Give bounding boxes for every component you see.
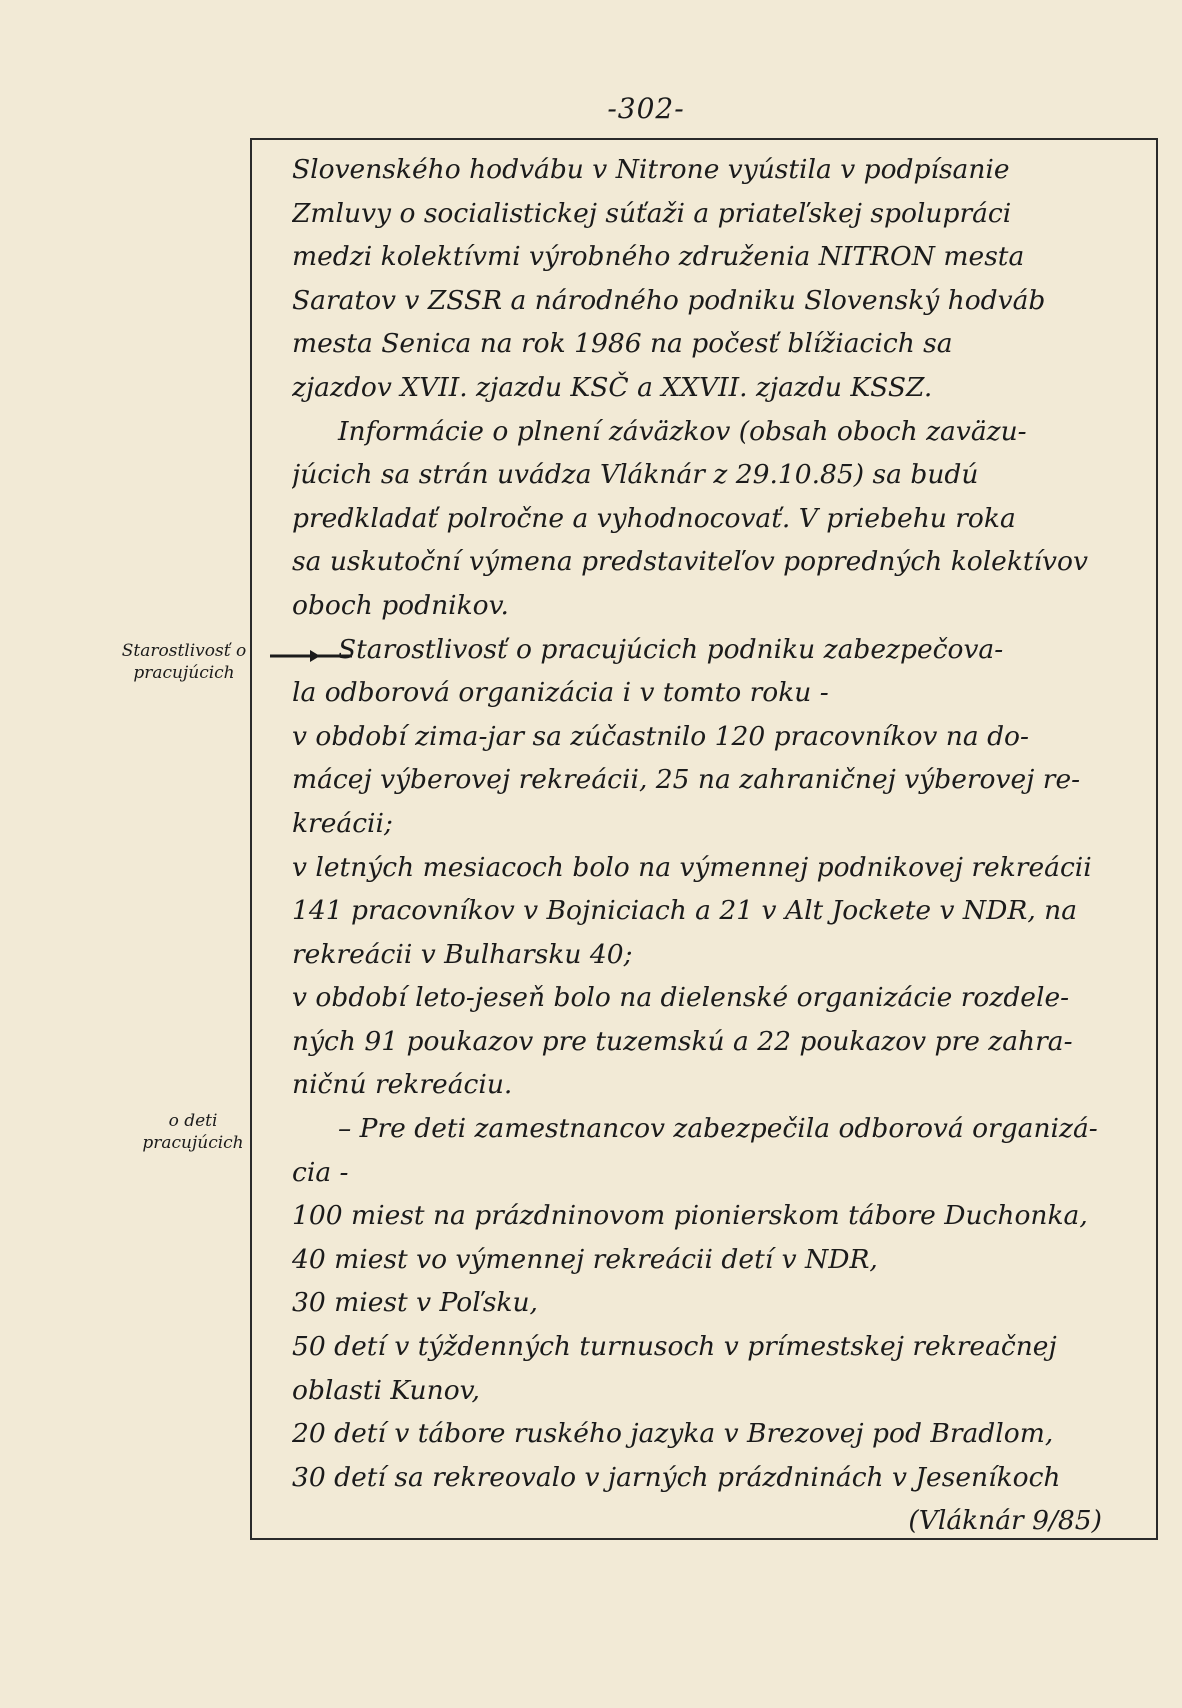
- text-line: Slovenského hodvábu v Nitrone vyústila v podpísanie: [292, 154, 1010, 185]
- bullet-line: • 30 detí sa rekreovalo v jarných prázdninách v Jeseníkoch: [292, 1456, 1142, 1500]
- text-line: Saratov v ZSSR a národného podniku Slovenský hodváb: [292, 284, 1046, 316]
- text-line: zjazdov XVII. zjazdu KSČ a XXVII. zjazdu KSSZ.: [292, 371, 933, 403]
- text-line: oblasti Kunov,: [292, 1374, 480, 1406]
- text-line: Informácie o plnení záväzkov (obsah oboch zaväzu-: [338, 415, 1027, 447]
- bullet-line: • 40 miest vo výmennej rekreácii detí v NDR,: [292, 1238, 1142, 1282]
- text-line: mácej výberovej rekreácii, 25 na zahraničnej výberovej re-: [292, 764, 1081, 796]
- text-line: – Pre deti zamestnancov zabezpečila odborová organizá-: [338, 1113, 1098, 1145]
- bullet-line: • v letných mesiacoch bolo na výmennej podnikovej rekreácii: [292, 846, 1142, 890]
- text-line: 141 pracovníkov v Bojniciach a 21 v Alt Jockete v NDR, na: [292, 895, 1078, 927]
- text-line: Starostlivosť o pracujúcich podniku zabezpečova-: [338, 633, 1004, 665]
- text-line: mesta Senica na rok 1986 na počesť blížiacich sa: [292, 328, 953, 360]
- text-line: cia -: [292, 1156, 349, 1188]
- bullet-line: • 100 miest na prázdninovom pionierskom tábore Duchonka,: [292, 1194, 1142, 1238]
- text-line: sa uskutoční výmena predstaviteľov popredných kolektívov: [292, 546, 1088, 578]
- margin-note-care-of-workers: Starostlivosť o pracujúcich: [121, 641, 247, 683]
- bullet-line: • 50 detí v týždenných turnusoch v prímestskej rekreačnej: [292, 1325, 1142, 1369]
- text-line: kreácii;: [292, 807, 393, 839]
- page-number: -302-: [607, 92, 685, 125]
- text-line: medzi kolektívmi výrobného združenia NITRON mesta: [292, 241, 1025, 273]
- source-citation: (Vláknár 9/85): [908, 1505, 1102, 1537]
- text-line: oboch podnikov.: [292, 589, 509, 621]
- bullet-line: • 20 detí v tábore ruského jazyka v Brezovej pod Bradlom,: [292, 1412, 1142, 1456]
- text-line: júcich sa strán uvádza Vláknár z 29.10.85) sa budú: [292, 459, 979, 491]
- bullet-line: • v období leto-jeseň bolo na dielenské organizácie rozdele-: [292, 976, 1142, 1020]
- bullet-line: • 30 miest v Poľsku,: [292, 1281, 1142, 1325]
- margin-note-children-of-workers: o deti pracujúcich: [142, 1111, 244, 1153]
- text-line: Zmluvy o socialistickej súťaži a priateľskej spolupráci: [292, 197, 1012, 229]
- text-line: ničnú rekreáciu.: [292, 1069, 513, 1101]
- text-line: la odborová organizácia i v tomto roku -: [292, 677, 829, 709]
- text-line: predkladať polročne a vyhodnocovať. V priebehu roka: [292, 502, 1016, 534]
- bullet-line: • v období zima-jar sa zúčastnilo 120 pracovníkov na do-: [292, 715, 1142, 759]
- handwritten-text-body: [292, 148, 1142, 1543]
- text-line: ných 91 poukazov pre tuzemskú a 22 poukazov pre zahra-: [292, 1025, 1073, 1057]
- text-line: rekreácii v Bulharsku 40;: [292, 938, 633, 970]
